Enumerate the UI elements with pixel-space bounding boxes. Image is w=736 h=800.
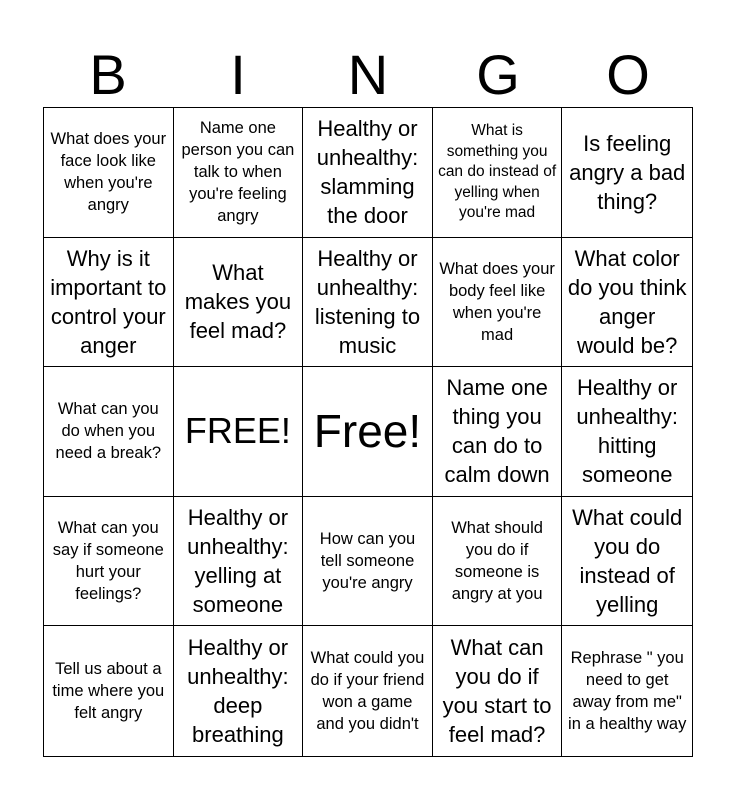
cell-text: What makes you feel mad? <box>184 260 292 344</box>
cell-text: Name one person you can talk to when you're feeling angry <box>181 119 295 226</box>
bingo-cell[interactable] <box>174 108 304 238</box>
header-letter-i: I <box>230 43 246 106</box>
bingo-cell[interactable] <box>562 108 692 238</box>
bingo-cell[interactable] <box>433 497 563 627</box>
bingo-cell[interactable] <box>562 367 692 497</box>
cell-text: Is feeling angry a bad thing? <box>569 130 686 214</box>
cell-text: Healthy or unhealthy: slamming the door <box>316 116 419 229</box>
bingo-cell[interactable] <box>303 626 433 756</box>
cell-text: Tell us about a time where you felt angry <box>52 660 165 723</box>
cell-text: Healthy or unhealthy: listening to music <box>314 245 421 358</box>
cell-text: Healthy or unhealthy: yelling at someone <box>187 505 289 618</box>
bingo-header <box>43 42 693 108</box>
cell-text: What could you do if your friend won a game and you didn't <box>310 649 425 734</box>
bingo-cell[interactable] <box>174 626 304 756</box>
cell-text: What does your body feel like when you're mad <box>439 259 555 344</box>
cell-text: Healthy or unhealthy: deep breathing <box>187 635 289 748</box>
bingo-cell[interactable] <box>433 108 563 238</box>
bingo-cell[interactable] <box>562 497 692 627</box>
header-letter-b: B <box>89 43 127 106</box>
bingo-cell[interactable] <box>562 238 692 368</box>
cell-text: What can you say if someone hurt your feelings? <box>52 519 164 604</box>
cell-text: What is something you can do instead of yelling when you're mad <box>438 122 557 222</box>
bingo-cell[interactable] <box>303 108 433 238</box>
cell-text: What can you do when you need a break? <box>55 400 162 463</box>
bingo-cell[interactable] <box>44 367 174 497</box>
cell-text: What color do you think anger would be? <box>567 245 687 358</box>
bingo-cell[interactable] <box>562 626 692 756</box>
bingo-cell[interactable] <box>303 238 433 368</box>
free-space-cell[interactable] <box>174 367 304 497</box>
cell-text: Rephrase " you need to get away from me" in a healthy way <box>568 649 687 734</box>
header-letter-g: G <box>476 43 520 106</box>
bingo-cell[interactable] <box>44 497 174 627</box>
free-space-label: Free! <box>313 405 422 458</box>
cell-text: Why is it important to control your anger <box>50 245 167 358</box>
header-letter-o: O <box>606 43 650 106</box>
bingo-cell[interactable] <box>44 108 174 238</box>
bingo-cell[interactable] <box>433 238 563 368</box>
free-space-cell[interactable] <box>303 367 433 497</box>
cell-text: What does your face look like when you're angry <box>50 130 167 215</box>
cell-text: Healthy or unhealthy: hitting someone <box>576 375 678 488</box>
bingo-cell[interactable] <box>433 626 563 756</box>
bingo-cell[interactable] <box>174 497 304 627</box>
cell-text: Name one thing you can do to calm down <box>444 375 550 488</box>
cell-text: What could you do instead of yelling <box>572 505 683 618</box>
bingo-cell[interactable] <box>174 238 304 368</box>
cell-text: What should you do if someone is angry at you <box>451 519 543 604</box>
cell-text: What can you do if you start to feel mad? <box>442 635 552 748</box>
bingo-cell[interactable] <box>44 626 174 756</box>
cell-text: How can you tell someone you're angry <box>319 530 416 593</box>
bingo-cell[interactable] <box>303 497 433 627</box>
free-space-label: FREE! <box>184 410 291 452</box>
bingo-cell[interactable] <box>433 367 563 497</box>
bingo-cell[interactable] <box>44 238 174 368</box>
header-letter-n: N <box>347 43 389 106</box>
bingo-grid <box>43 107 693 757</box>
